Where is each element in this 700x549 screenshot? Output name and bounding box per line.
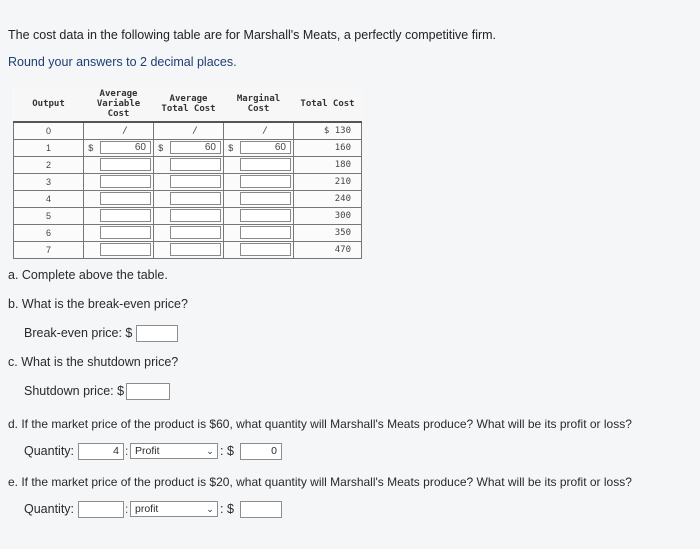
atc-input[interactable] [170, 209, 222, 222]
atc-input[interactable] [170, 175, 222, 188]
question-c: c. What is the shutdown price? [8, 355, 179, 369]
mc-input[interactable] [240, 209, 292, 222]
total-cost-cell: 180 [294, 156, 362, 173]
select-value: profit [135, 503, 159, 515]
header-atc: Average Total Cost [154, 86, 224, 122]
quantity-input-e[interactable] [78, 501, 124, 518]
output-cell: 4 [14, 190, 84, 207]
atc-input[interactable] [170, 158, 222, 171]
na-mark: / [192, 125, 198, 136]
header-mc: Marginal Cost [224, 86, 294, 122]
total-cost-cell: 350 [294, 224, 362, 241]
dollar-sign: $ [154, 139, 168, 156]
table-row [14, 207, 362, 224]
amount-input-e[interactable] [240, 501, 282, 518]
mc-input[interactable] [240, 243, 292, 256]
amount-prefix-d: : $ [220, 444, 234, 458]
avc-input[interactable] [100, 192, 152, 205]
break-even-input[interactable] [136, 325, 178, 342]
break-even-label: Break-even price: $ [24, 326, 133, 340]
question-e: e. If the market price of the product is $20, what quantity will Marshall's Meats produce? What will be its profit or loss? [8, 475, 632, 489]
table-row [14, 190, 362, 207]
output-cell: 6 [14, 224, 84, 241]
output-cell: 3 [14, 173, 84, 190]
intro-text: The cost data in the following table are for Marshall's Meats, a perfectly competitive firm. [8, 28, 497, 42]
cost-table [13, 86, 362, 259]
atc-input[interactable] [170, 243, 222, 256]
table-row [14, 122, 362, 139]
table-row [14, 241, 362, 258]
output-cell: 1 [14, 139, 84, 156]
total-cost-cell: 240 [294, 190, 362, 207]
header-tc: Total Cost [294, 86, 362, 122]
mc-input[interactable] [240, 175, 292, 188]
question-a: a. Complete above the table. [8, 268, 168, 282]
question-d: d. If the market price of the product is $60, what quantity will Marshall's Meats produce? What will be its profit or loss? [8, 417, 632, 431]
mc-input[interactable]: 60 [240, 141, 292, 154]
separator: : [125, 502, 129, 516]
header-output: Output [14, 86, 84, 122]
dollar-sign: $ [224, 139, 238, 156]
total-cost-cell: $ 130 [294, 122, 362, 139]
shutdown-label: Shutdown price: $ [24, 384, 125, 398]
amount-input-d[interactable]: 0 [240, 443, 282, 460]
chevron-down-icon: ⌄ [206, 446, 214, 456]
avc-input[interactable] [100, 243, 152, 256]
avc-input[interactable] [100, 158, 152, 171]
rounding-note: Round your answers to 2 decimal places. [8, 55, 237, 69]
atc-input[interactable]: 60 [170, 141, 222, 154]
avc-input[interactable]: 60 [100, 141, 152, 154]
header-avc: Average Variable Cost [84, 86, 154, 122]
table-row [14, 224, 362, 241]
profit-select-d[interactable] [130, 443, 218, 459]
quantity-label-d: Quantity: [24, 444, 75, 458]
na-mark: / [262, 125, 268, 136]
total-cost-cell: 300 [294, 207, 362, 224]
total-cost-cell: 470 [294, 241, 362, 258]
output-cell: 7 [14, 241, 84, 258]
question-b: b. What is the break-even price? [8, 297, 188, 311]
separator: : [125, 444, 129, 458]
table-row [14, 156, 362, 173]
output-cell: 2 [14, 156, 84, 173]
chevron-down-icon: ⌄ [206, 504, 214, 514]
mc-input[interactable] [240, 192, 292, 205]
table-row [14, 139, 362, 156]
mc-input[interactable] [240, 158, 292, 171]
quantity-input-d[interactable]: 4 [78, 443, 124, 460]
total-cost-cell: 160 [294, 139, 362, 156]
profit-select-e[interactable] [130, 501, 218, 517]
na-mark: / [122, 125, 128, 136]
dollar-sign: $ [84, 139, 98, 156]
atc-input[interactable] [170, 192, 222, 205]
table-row [14, 173, 362, 190]
atc-input[interactable] [170, 226, 222, 239]
mc-input[interactable] [240, 226, 292, 239]
avc-input[interactable] [100, 209, 152, 222]
avc-input[interactable] [100, 175, 152, 188]
output-cell: 5 [14, 207, 84, 224]
output-cell: 0 [14, 122, 84, 139]
shutdown-input[interactable] [126, 383, 170, 400]
avc-input[interactable] [100, 226, 152, 239]
quantity-label-e: Quantity: [24, 502, 75, 516]
select-value: Profit [135, 445, 160, 457]
total-cost-cell: 210 [294, 173, 362, 190]
amount-prefix-e: : $ [220, 502, 234, 516]
